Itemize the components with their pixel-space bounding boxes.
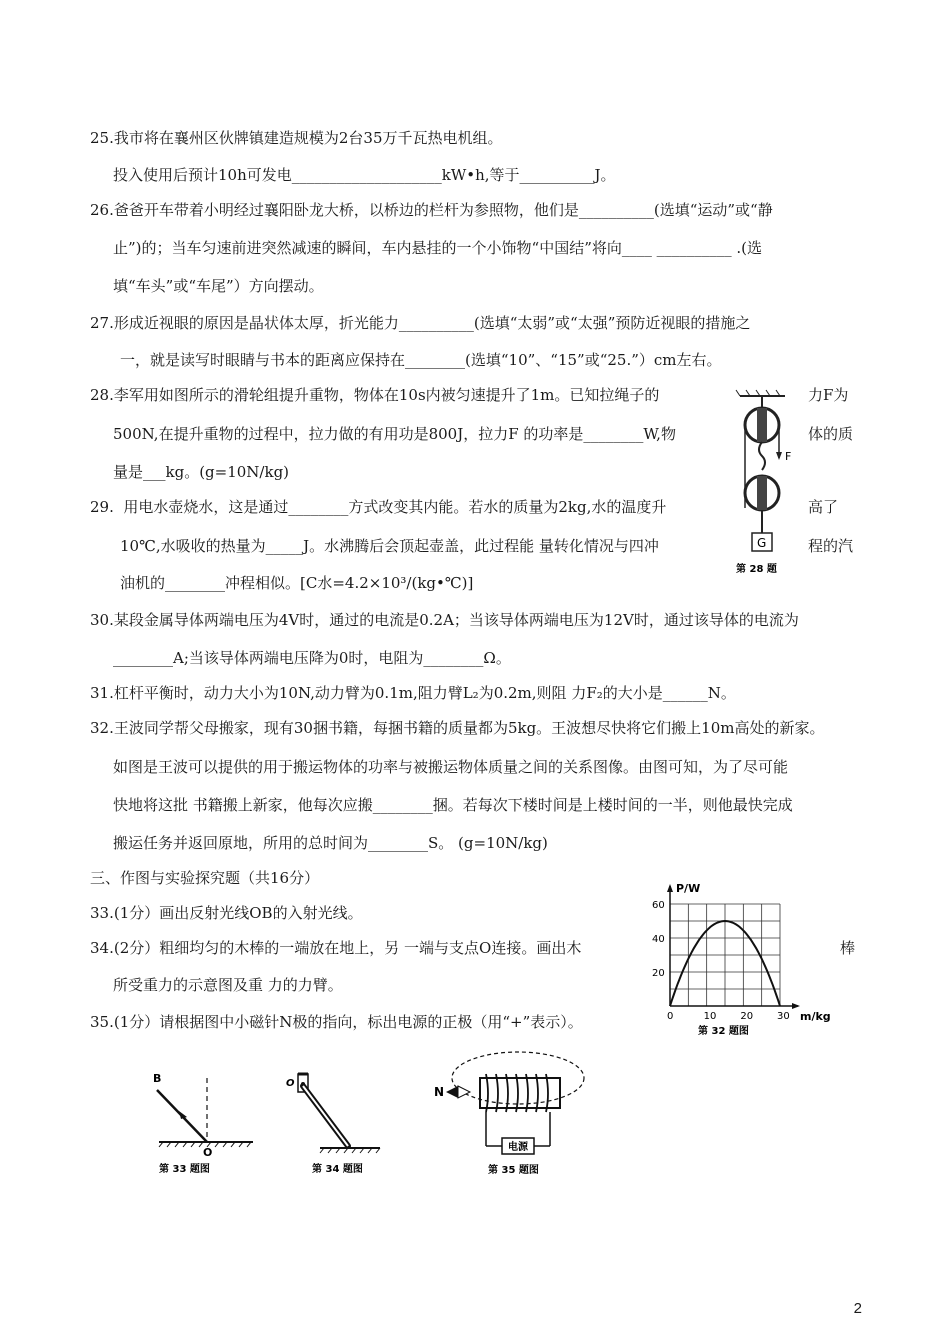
x-tick-label: 0 (667, 1011, 674, 1022)
q26-line3: 填“车头”或“车尾”）方向摆动。 (113, 277, 324, 295)
q34-line1: 34.(2分）粗细均匀的木棒的一端放在地上，另 一端与支点O连接。画出木 (90, 939, 582, 957)
q29-line3: 油机的________冲程相似。[C水=4.2×10³/(kg•℃)] (120, 574, 474, 592)
y-tick-label: 60 (652, 900, 665, 911)
x-axis-arrow (792, 1003, 800, 1009)
q28-line2: 500N,在提升重物的过程中，拉力做的有用功是800J，拉力F 的功率是________W,物 (113, 425, 676, 443)
q29-line2: 10℃,水吸收的热量为_____J。水沸腾后会顶起壶盖，此过程能 量转化情况与四冲 (120, 537, 659, 555)
q28-line2-right: 体的质 (808, 425, 854, 443)
label-F: F (785, 450, 792, 463)
fig35-caption: 第 35 题图 (488, 1165, 539, 1176)
q34-line1-right: 棒 (840, 939, 856, 957)
q29-line2-right: 程的汽 (808, 537, 854, 555)
fig35-solenoid-diagram (430, 1040, 590, 1180)
fig34-caption: 第 34 题图 (312, 1164, 363, 1175)
q25-line2: 投入使用后预计10h可发电____________________kW•h,等于__________J。 (113, 166, 616, 184)
y-axis-arrow (667, 884, 673, 892)
q30-line1: 30.某段金属导体两端电压为4V时，通过的电流是0.2A；当该导体两端电压为12V时，通过该导体的电流为 (90, 611, 799, 629)
label-G: G (757, 536, 767, 550)
q30-line2: ________A;当该导体两端电压降为0时，电阻为________Ω。 (113, 649, 511, 667)
q29-line1: 29. 用电水壶烧水，这是通过________方式改变其内能。若水的质量为2kg,水的温度升 (90, 498, 667, 516)
q28-line1: 28.李军用如图所示的滑轮组提升重物，物体在10s内被匀速提升了1m。已知拉绳子的 (90, 386, 660, 404)
fig33-caption: 第 33 题图 (159, 1164, 210, 1175)
q35-line: 35.(1分）请根据图中小磁针N极的指向，标出电源的正极（用“+”表示）。 (90, 1013, 583, 1031)
fig32-chart (645, 878, 835, 1038)
chart-xlabel: m/kg (800, 1010, 831, 1023)
q25-line1: 25.我市将在襄州区伙牌镇建造规模为2台35万千瓦热电机组。 (90, 129, 503, 147)
q34-line2: 所受重力的示意图及重 力的力臂。 (113, 976, 343, 994)
label-N: N (434, 1085, 445, 1099)
q33-line: 33.(1分）画出反射光线OB的入射光线。 (90, 904, 363, 922)
q32-line4: 搬运任务并返回原地，所用的总时间为________S。 (g=10N/kg) (113, 834, 548, 852)
chart-ticks (652, 900, 790, 1022)
x-tick-label: 10 (703, 1011, 717, 1022)
compass-needle (446, 1086, 458, 1098)
chart-grid (670, 904, 780, 1006)
x-tick-label: 20 (740, 1011, 754, 1022)
q29-line1-right: 高了 (808, 498, 839, 516)
fig33-reflection-diagram (145, 1068, 255, 1178)
label-O: O (203, 1146, 213, 1159)
q26-line2: 止”)的；当车匀速前进突然减速的瞬间，车内悬挂的一个小饰物“中国结”将向____ __________ .(选 (113, 239, 763, 257)
fig34-stick-diagram (280, 1068, 390, 1178)
y-tick-label: 20 (652, 968, 665, 979)
q26-line1: 26.爸爸开车带着小明经过襄阳卧龙大桥，以桥边的栏杆为参照物，他们是__________(选填“运动”或“静 (90, 201, 773, 219)
q28-line1-right: 力F为 (808, 386, 849, 404)
label-B: B (153, 1072, 162, 1085)
q32-line1: 32.王波同学帮父母搬家，现有30捆书籍，每捆书籍的质量都为5kg。王波想尽快将它们搬上10m高处的新家。 (90, 719, 825, 737)
q32-line2: 如图是王波可以提供的用于搬运物体的功率与被搬运物体质量之间的关系图像。由图可知，为了尽可能 (113, 758, 789, 776)
power-source-label: 电源 (508, 1142, 528, 1153)
chart-ylabel: P/W (676, 882, 701, 895)
x-tick-label: 30 (777, 1011, 790, 1022)
q27-line2: 一，就是读写时眼睛与书本的距离应保持在________(选填“10”、“15”或“25.”）cm左右。 (120, 351, 722, 369)
label-O: O (286, 1078, 295, 1089)
section-heading: 三、作图与实验探究题（共16分） (90, 869, 320, 887)
y-tick-label: 40 (652, 934, 665, 945)
fig28-pulley-diagram (730, 388, 805, 588)
fig28-caption: 第 28 题 (736, 564, 777, 575)
page-number: 2 (853, 1300, 862, 1317)
q31-line: 31.杠杆平衡时，动力大小为10N,动力臂为0.1m,阻力臂L₂为0.2m,则阻 力F₂的大小是______N。 (90, 684, 736, 702)
chart-caption: 第 32 题图 (698, 1026, 749, 1037)
coil-windings (486, 1074, 548, 1112)
q27-line1: 27.形成近视眼的原因是晶状体太厚，折光能力__________(选填“太弱”或“太强”预防近视眼的措施之 (90, 314, 751, 332)
q28-line3: 量是___kg。(g=10N/kg) (113, 463, 290, 481)
q32-line3: 快地将这批 书籍搬上新家，他每次应搬________捆。若每次下楼时间是上楼时间的一半，则他最快完成 (113, 796, 793, 814)
